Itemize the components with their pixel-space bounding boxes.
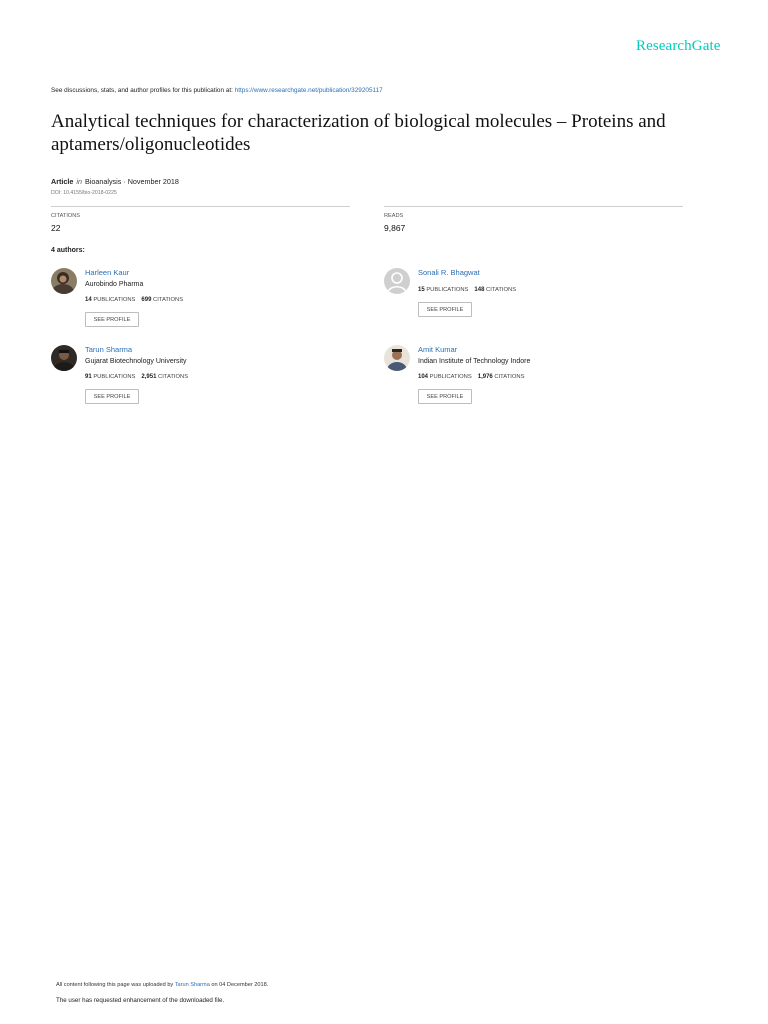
person-photo-icon <box>384 345 410 371</box>
avatar[interactable] <box>51 268 77 294</box>
citations-label: CITATIONS <box>153 297 184 303</box>
publications-count: 91 <box>85 374 92 380</box>
researchgate-logo[interactable]: ResearchGate <box>636 38 721 54</box>
citations-label: CITATIONS <box>494 374 525 380</box>
publications-label: PUBLICATIONS <box>429 374 472 380</box>
citations-label: CITATIONS <box>158 374 189 380</box>
citations-label: CITATIONS <box>486 287 517 293</box>
publications-count: 15 <box>418 287 425 293</box>
author-name[interactable]: Tarun Sharma <box>85 345 133 354</box>
author-stats <box>418 287 516 293</box>
see-profile-button[interactable]: SEE PROFILE <box>85 312 139 327</box>
journal-date[interactable]: Bioanalysis · November 2018 <box>84 177 179 186</box>
upload-suffix: on 04 December 2018. <box>209 982 269 988</box>
author-name[interactable]: Sonali R. Bhagwat <box>418 268 480 277</box>
article-type: Article <box>51 177 74 186</box>
avatar[interactable] <box>384 345 410 371</box>
publications-label: PUBLICATIONS <box>93 297 136 303</box>
uploader-link[interactable]: Tarun Sharma <box>174 982 210 988</box>
authors-heading: 4 authors: <box>51 247 85 254</box>
see-profile-button[interactable]: SEE PROFILE <box>85 389 139 404</box>
author-stats <box>85 374 188 380</box>
discussion-text: See discussions, stats, and author profiles for this publication at: <box>51 87 235 94</box>
author-stats <box>418 374 524 380</box>
publications-count: 14 <box>85 297 92 303</box>
reads-label: READS <box>384 213 404 219</box>
citations-count: 2,951 <box>141 374 157 380</box>
see-profile-button[interactable]: SEE PROFILE <box>418 302 472 317</box>
person-photo-icon <box>51 268 77 294</box>
citations-label: CITATIONS <box>51 213 81 219</box>
doi[interactable]: DOI: 10.4155/bio-2018-0225 <box>51 190 117 196</box>
in-label: in <box>76 177 82 186</box>
citations-count: 699 <box>141 297 152 303</box>
avatar[interactable] <box>51 345 77 371</box>
see-profile-button[interactable]: SEE PROFILE <box>418 389 472 404</box>
publications-count: 104 <box>418 374 429 380</box>
author-institution[interactable]: Aurobindo Pharma <box>85 281 144 288</box>
publication-meta <box>51 177 179 186</box>
divider-left <box>51 206 350 207</box>
enhancement-note: The user has requested enhancement of the downloaded file. <box>56 997 225 1004</box>
publications-label: PUBLICATIONS <box>426 287 469 293</box>
person-photo-icon <box>51 345 77 371</box>
citations-count: 1,976 <box>477 374 493 380</box>
default-avatar-icon <box>384 268 410 294</box>
author-name[interactable]: Harleen Kaur <box>85 268 130 277</box>
reads-count: 9,867 <box>384 223 406 233</box>
author-institution[interactable]: Gujarat Biotechnology University <box>85 358 187 365</box>
upload-note <box>56 982 268 988</box>
publication-link[interactable]: https://www.researchgate.net/publication/329205117 <box>234 87 383 94</box>
avatar[interactable] <box>384 268 410 294</box>
divider-right <box>384 206 683 207</box>
author-institution[interactable]: Indian Institute of Technology Indore <box>418 358 531 365</box>
author-stats <box>85 297 183 303</box>
citations-count: 148 <box>474 287 485 293</box>
discussion-line <box>51 87 383 94</box>
publications-label: PUBLICATIONS <box>93 374 136 380</box>
publication-title: Analytical techniques for characterization of biological molecules – Proteins and aptamers/oligonucleotides <box>51 111 666 155</box>
upload-prefix: All content following this page was uploaded by <box>56 982 175 988</box>
author-name[interactable]: Amit Kumar <box>418 345 458 354</box>
citations-count: 22 <box>51 223 61 233</box>
